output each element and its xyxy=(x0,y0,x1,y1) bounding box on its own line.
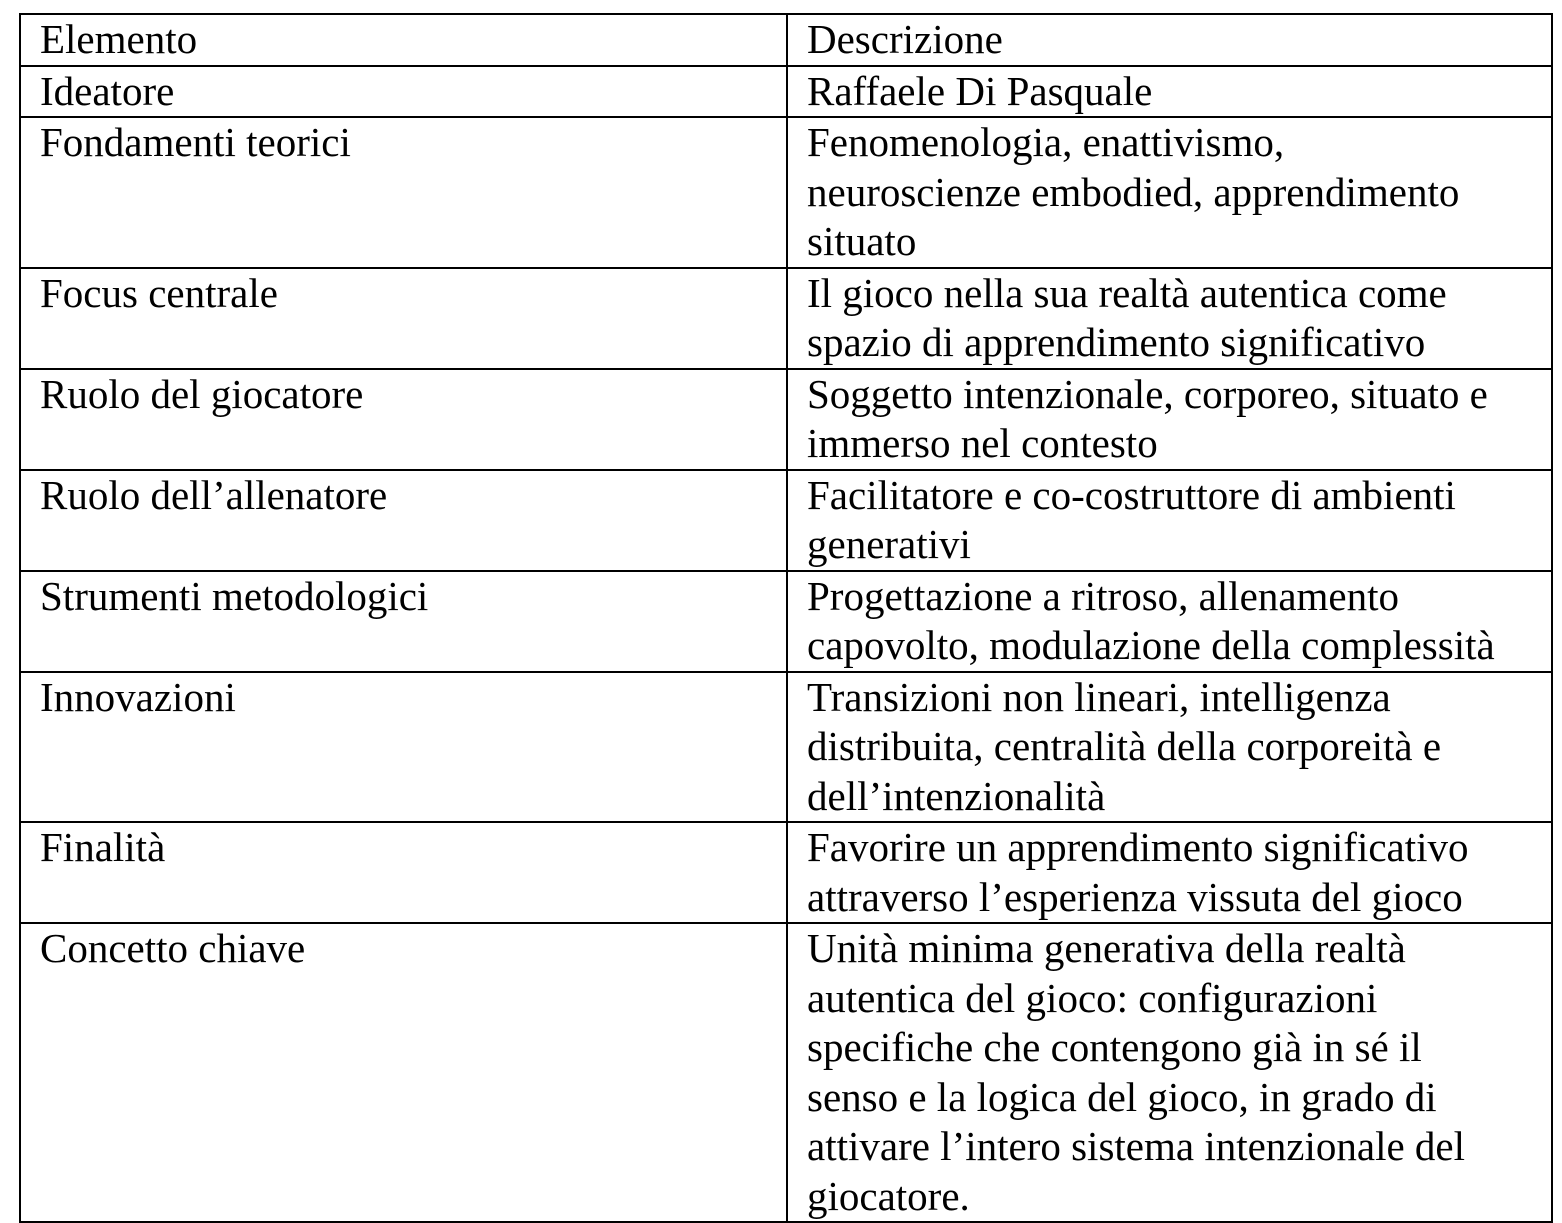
row-element-cell: Innovazioni xyxy=(20,672,787,823)
row-element-cell: Focus centrale xyxy=(20,268,787,369)
row-element-cell: Ideatore xyxy=(20,66,787,118)
table-row xyxy=(20,66,1552,118)
table-row xyxy=(20,117,1552,268)
row-description-cell: Soggetto intenzionale, corporeo, situato e immerso nel contesto xyxy=(787,369,1552,470)
row-element-cell: Finalità xyxy=(20,822,787,923)
row-description-cell: Fenomenologia, enattivismo, neuroscienze embodied, apprendimento situato xyxy=(787,117,1552,268)
header-cell-description: Descrizione xyxy=(787,14,1552,66)
row-description-cell: Raffaele Di Pasquale xyxy=(787,66,1552,118)
row-element-cell: Ruolo dell’allenatore xyxy=(20,470,787,571)
table-row xyxy=(20,470,1552,571)
row-description-cell: Progettazione a ritroso, allenamento capovolto, modulazione della complessità xyxy=(787,571,1552,672)
row-description-cell: Il gioco nella sua realtà autentica come spazio di apprendimento significativo xyxy=(787,268,1552,369)
table-row xyxy=(20,672,1552,823)
row-element-cell: Strumenti metodologici xyxy=(20,571,787,672)
table-row xyxy=(20,571,1552,672)
row-element-cell: Ruolo del giocatore xyxy=(20,369,787,470)
row-element-cell: Fondamenti teorici xyxy=(20,117,787,268)
row-description-cell: Favorire un apprendimento significativo attraverso l’esperienza vissuta del gioco xyxy=(787,822,1552,923)
description-table xyxy=(19,13,1553,1223)
table-header-row xyxy=(20,14,1552,66)
row-description-cell: Facilitatore e co-costruttore di ambienti generativi xyxy=(787,470,1552,571)
row-description-cell: Unità minima generativa della realtà autentica del gioco: configurazioni specifiche che contengono già in sé il senso e la logica del gioco, in grado di attivare l’intero sistema intenzionale del giocatore. xyxy=(787,923,1552,1222)
table-row xyxy=(20,268,1552,369)
table-row xyxy=(20,822,1552,923)
row-element-cell: Concetto chiave xyxy=(20,923,787,1222)
table-row xyxy=(20,923,1552,1222)
table-row xyxy=(20,369,1552,470)
row-description-cell: Transizioni non lineari, intelligenza distribuita, centralità della corporeità e dell’intenzionalità xyxy=(787,672,1552,823)
header-cell-element: Elemento xyxy=(20,14,787,66)
